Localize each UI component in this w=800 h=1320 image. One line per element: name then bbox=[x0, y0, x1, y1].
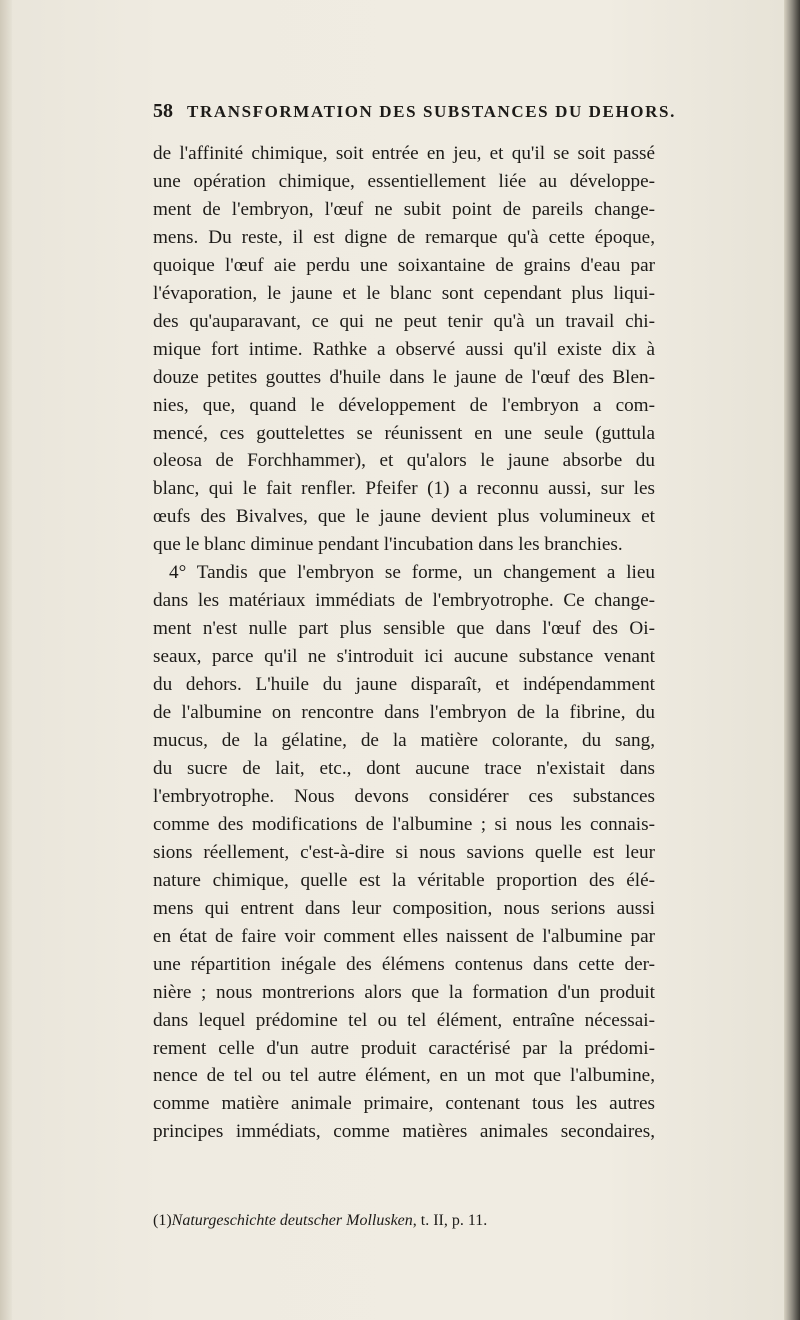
page-number: 58 bbox=[153, 100, 173, 122]
running-title: TRANSFORMATION DES SUBSTANCES DU DEHORS. bbox=[187, 102, 676, 121]
running-header bbox=[153, 100, 676, 123]
footnote bbox=[153, 1212, 655, 1230]
text-line: ment n'est nulle part plus sensible que dans l'œuf des Oi- bbox=[153, 618, 655, 640]
text-line: 4° Tandis que l'embryon se forme, un changement a lieu bbox=[169, 562, 655, 584]
footnote-reference: , t. II, p. 11. bbox=[412, 1212, 488, 1229]
text-line: des qu'auparavant, ce qui ne peut tenir qu'à un travail chi- bbox=[153, 310, 655, 332]
text-line: principes immédiats, comme matières animales secondaires, bbox=[153, 1121, 655, 1143]
text-line: du sucre de lait, etc., dont aucune trace n'existait dans bbox=[153, 757, 655, 779]
page-gutter bbox=[0, 0, 12, 1320]
text-line: de l'affinité chimique, soit entrée en jeu, et qu'il se soit passé bbox=[153, 143, 655, 164]
text-line: douze petites gouttes d'huile dans le jaune de l'œuf des Blen- bbox=[153, 366, 655, 388]
text-line: nature chimique, quelle est la véritable proportion des élé- bbox=[153, 869, 655, 891]
text-line: de l'albumine on rencontre dans l'embryon de la fibrine, du bbox=[153, 702, 655, 724]
text-line: une répartition inégale des élémens contenus dans cette der- bbox=[153, 953, 655, 975]
text-line: dans les matériaux immédiats de l'embryotrophe. Ce change- bbox=[153, 590, 655, 612]
text-line: nies, que, quand le développement de l'embryon a com- bbox=[153, 394, 655, 416]
text-line: seaux, parce qu'il ne s'introduit ici aucune substance venant bbox=[153, 646, 655, 668]
text-line: nence de tel ou tel autre élément, en un mot que l'albumine, bbox=[153, 1065, 655, 1087]
text-line: du dehors. L'huile du jaune disparaît, et indépendamment bbox=[153, 674, 655, 696]
text-line: comme des modifications de l'albumine ; si nous les connais- bbox=[153, 813, 655, 835]
footnote-title: Naturgeschichte deutscher Mollusken bbox=[171, 1212, 413, 1229]
text-line: que le blanc diminue pendant l'incubation dans les branchies. bbox=[153, 534, 623, 556]
footnote-marker: (1) bbox=[153, 1212, 172, 1229]
text-line: ment de l'embryon, l'œuf ne subit point de pareils change- bbox=[153, 198, 655, 220]
text-line: mucus, de la gélatine, de la matière colorante, du sang, bbox=[153, 730, 655, 752]
page-edge-shadow bbox=[784, 0, 800, 1320]
text-line: comme matière animale primaire, contenant tous les autres bbox=[153, 1093, 655, 1115]
text-line: en état de faire voir comment elles naissent de l'albumine par bbox=[153, 925, 655, 947]
text-line: œufs des Bivalves, que le jaune devient plus volumineux et bbox=[153, 506, 655, 528]
text-line: sions réellement, c'est-à-dire si nous savions quelle est leur bbox=[153, 841, 655, 863]
text-line: mens. Du reste, il est digne de remarque qu'à cette époque, bbox=[153, 226, 655, 248]
text-line: mens qui entrent dans leur composition, nous serions aussi bbox=[153, 897, 655, 919]
text-line: nière ; nous montrerions alors que la formation d'un produit bbox=[153, 981, 655, 1003]
text-line: dans lequel prédomine tel ou tel élément, entraîne nécessai- bbox=[153, 1009, 655, 1031]
body-text bbox=[153, 140, 655, 1146]
text-line: mencé, ces gouttelettes se réunissent en une seule (guttula bbox=[153, 422, 655, 444]
text-line: mique fort intime. Rathke a observé aussi qu'il existe dix à bbox=[153, 338, 655, 360]
text-line: rement celle d'un autre produit caractérisé par la prédomi- bbox=[153, 1037, 655, 1059]
text-line: oleosa de Forchhammer), et qu'alors le jaune absorbe du bbox=[153, 450, 655, 472]
text-line: l'évaporation, le jaune et le blanc sont cependant plus liqui- bbox=[153, 282, 655, 304]
text-line: l'embryotrophe. Nous devons considérer ces substances bbox=[153, 785, 655, 807]
text-line: une opération chimique, essentiellement liée au développe- bbox=[153, 170, 655, 192]
text-line: quoique l'œuf aie perdu une soixantaine de grains d'eau par bbox=[153, 254, 655, 276]
text-line: blanc, qui le fait renfler. Pfeifer (1) a reconnu aussi, sur les bbox=[153, 478, 655, 500]
